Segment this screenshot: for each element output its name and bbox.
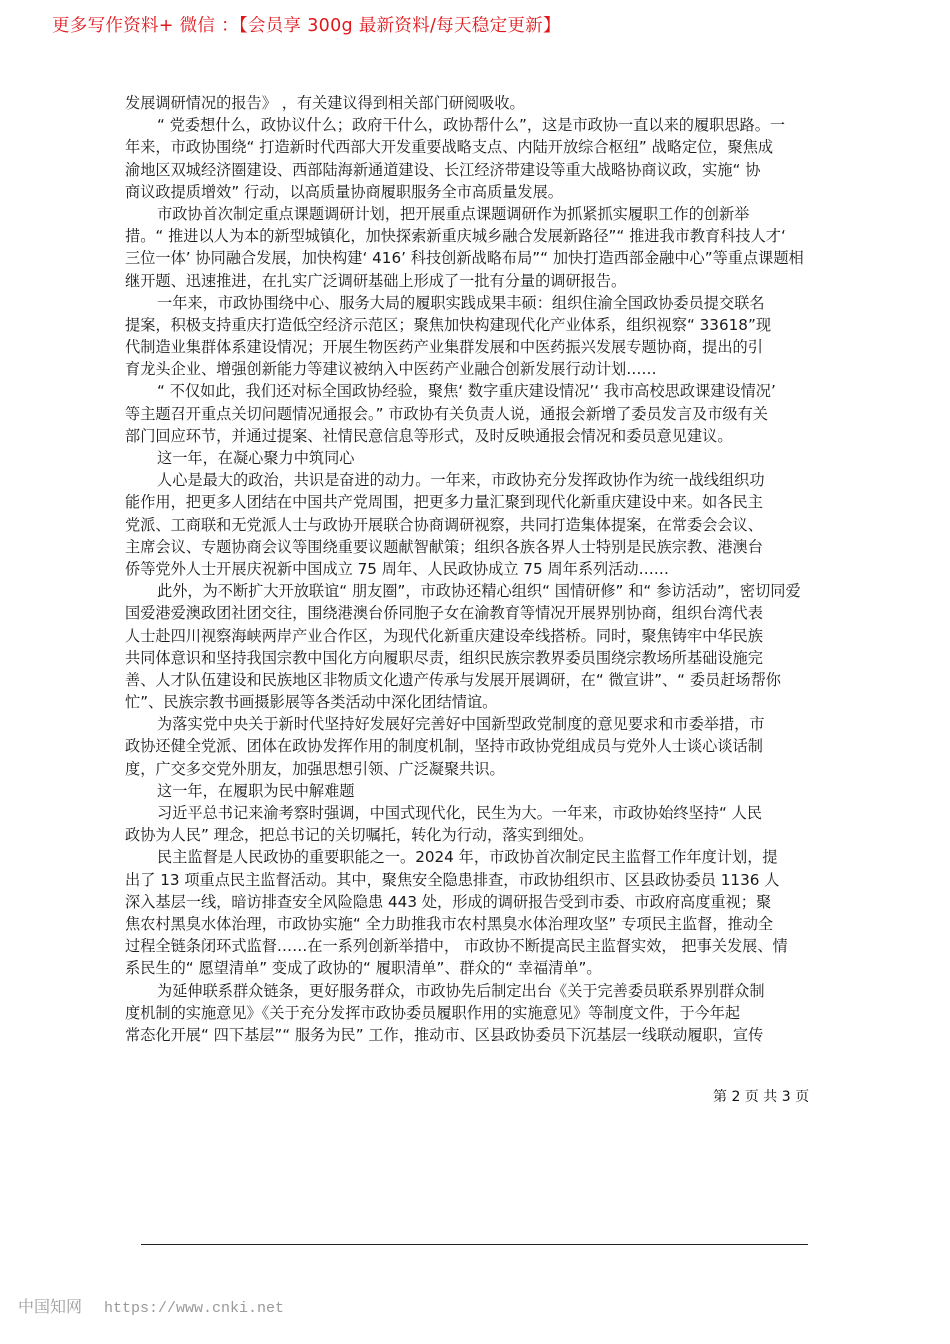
paragraph xyxy=(125,469,825,580)
text-line: 党派、工商联和无党派人士与政协开展联合协商调研视察，共同打造集体提案，在常委会会议、 xyxy=(125,515,763,534)
text-line: 代制造业集群体系建设情况；开展生物医药产业集群发展和中医药振兴发展专题协商，提出的引 xyxy=(125,338,763,357)
text-line: 人心是最大的政治，共识是奋进的动力。一年来，市政协充分发挥政协作为统一战线组织功 xyxy=(157,471,765,490)
text-line: 此外，为不断扩大开放联谊“ 朋友圈”，市政协还精心组织“ 国情研修” 和“ 参访活动”，密切同爱 xyxy=(157,582,801,601)
text-line: 育龙头企业、增强创新能力等建议被纳入中医药产业融合创新发展行动计划…… xyxy=(125,360,657,379)
text-line: 民主监督是人民政协的重要职能之一。2024 年，市政协首次制定民主监督工作年度计划，提 xyxy=(157,848,778,867)
text-line: 年来，市政协围绕“ 打造新时代西部大开发重要战略支点、内陆开放综合枢纽” 战略定位，聚焦成 xyxy=(125,138,774,157)
text-line: 发展调研情况的报告》 ，有关建议得到相关部门研阅吸收。 xyxy=(125,94,525,112)
paragraph xyxy=(125,713,825,780)
text-line: 这一年，在凝心聚力中筑同心 xyxy=(157,449,355,467)
text-line: 系民生的“ 愿望清单” 变成了政协的“ 履职清单”、群众的“ 幸福清单”。 xyxy=(125,959,602,978)
text-line: 度，广交多交党外朋友，加强思想引领、广泛凝聚共识。 xyxy=(125,759,505,778)
text-line: 部门回应环节，并通过提案、社情民意信息等形式，及时反映通报会情况和委员意见建议。 xyxy=(125,426,733,445)
text-line: 为落实党中央关于新时代坚持好发展好完善好中国新型政党制度的意见要求和市委举措，市 xyxy=(157,715,765,734)
paragraph xyxy=(125,580,825,713)
text-line: 三位一体’ 协同融合发展，加快构建‘ 416’ 科技创新战略布局”“ 加快打造西部金融中心”等重点课题相 xyxy=(125,249,804,268)
footer-divider xyxy=(141,1244,808,1245)
text-line: 这一年，在履职为民中解难题 xyxy=(157,781,355,800)
text-line: 商议政提质增效” 行动，以高质量协商履职服务全市高质量发展。 xyxy=(125,182,563,201)
paragraph xyxy=(125,114,825,203)
text-line: 政协为人民” 理念，把总书记的关切嘱托，转化为行动，落实到细处。 xyxy=(125,826,594,845)
paragraph xyxy=(125,802,825,846)
text-line: 能作用，把更多人团结在中国共产党周围，把更多力量汇聚到现代化新重庆建设中来。如各民主 xyxy=(125,493,763,512)
cnki-logo-text: 中国知网 xyxy=(18,1297,83,1316)
text-line: 政协还健全党派、团体在政协发挥作用的制度机制，坚持市政协党组成员与党外人士谈心谈话制 xyxy=(125,737,763,756)
text-line: 人士赴四川视察海峡两岸产业合作区，为现代化新重庆建设牵线搭桥。同时，聚焦铸牢中华民族 xyxy=(125,626,763,645)
cnki-watermark xyxy=(18,1294,284,1317)
text-line: 主席会议、专题协商会议等围绕重要议题献智献策；组织各族各界人士特别是民族宗教、港澳台 xyxy=(125,537,763,556)
paragraph xyxy=(125,846,825,979)
page-number: 第 2 页 共 3 页 xyxy=(713,1089,810,1105)
text-line: 善、人才队伍建设和民族地区非物质文化遗产传承与发展开展调研，在“ 微宣讲”、“ 委员赶场帮你 xyxy=(125,670,781,689)
text-line: 常态化开展“ 四下基层”“ 服务为民” 工作，推动市、区县政协委员下沉基层一线联动履职，宣传 xyxy=(125,1025,764,1044)
text-line: 忙”、民族宗教书画摄影展等各类活动中深化团结情谊。 xyxy=(125,693,498,712)
text-line: “ 党委想什么，政协议什么；政府干什么，政协帮什么”，这是市政协一直以来的履职思路。一 xyxy=(157,116,786,135)
text-line: 一年来，市政协围绕中心、服务大局的履职实践成果丰硕：组织住渝全国政协委员提交联名 xyxy=(157,293,765,312)
text-line: 习近平总书记来渝考察时强调，中国式现代化，民生为大。一年来，市政协始终坚持“ 人民 xyxy=(157,804,763,822)
text-line: 继开题、迅速推进，在扎实广泛调研基础上形成了一批有分量的调研报告。 xyxy=(125,271,627,290)
text-line: 等主题召开重点关切问题情况通报会。” 市政协有关负责人说，通报会新增了委员发言及市级有关 xyxy=(125,404,768,423)
text-line: 措。“ 推进以人为本的新型城镇化，加快探索新重庆城乡融合发展新路径”“ 推进我市教育科技人才‘ xyxy=(125,227,786,246)
text-line: 渝地区双城经济圈建设、西部陆海新通道建设、长江经济带建设等重大战略协商议政，实施“ 协 xyxy=(125,160,761,179)
text-line: 过程全链条闭环式监督……在一系列创新举措中， 市政协不断提高民主监督实效， 把事关发展、情 xyxy=(125,937,788,956)
paragraph xyxy=(125,447,825,469)
paragraph xyxy=(125,292,825,381)
text-line: 为延伸联系群众链条，更好服务群众，市政协先后制定出台《关于完善委员联系界别群众制 xyxy=(157,981,765,1000)
promo-banner: 更多写作资料+ 微信 ：【会员享 300g 最新资料/每天稳定更新】 xyxy=(52,16,561,36)
paragraph xyxy=(125,203,825,292)
text-line: “ 不仅如此，我们还对标全国政协经验，聚焦‘ 数字重庆建设情况’‘ 我市高校思政课建设情况’ xyxy=(157,382,776,401)
text-line: 焦农村黑臭水体治理，市政协实施“ 全力助推我市农村黑臭水体治理攻坚” 专项民主监督，推动全 xyxy=(125,914,774,933)
text-line: 市政协首次制定重点课题调研计划，把开展重点课题调研作为抓紧抓实履职工作的创新举 xyxy=(157,204,750,223)
text-line: 出了 13 项重点民主监督活动。其中，聚焦安全隐患排查，市政协组织市、区县政协委员 1136 人 xyxy=(125,870,780,889)
text-line: 深入基层一线，暗访排查安全风险隐患 443 处，形成的调研报告受到市委、市政府高度重视；聚 xyxy=(125,892,772,911)
text-line: 提案，积极支持重庆打造低空经济示范区；聚焦加快构建现代化产业体系，组织视察“ 33618”现 xyxy=(125,315,772,334)
cnki-url[interactable]: https://www.cnki.net xyxy=(104,1300,285,1317)
paragraph xyxy=(125,980,825,1047)
text-line: 侨等党外人士开展庆祝新中国成立 75 周年、人民政协成立 75 周年系列活动…… xyxy=(125,559,669,578)
paragraph xyxy=(125,780,825,802)
paragraph xyxy=(125,92,825,114)
text-line: 共同体意识和坚持我国宗教中国化方向履职尽责，组织民族宗教界委员围绕宗教场所基础设施完 xyxy=(125,648,763,667)
paragraph xyxy=(125,380,825,447)
article-body xyxy=(125,92,825,1046)
text-line: 度机制的实施意见》《关于充分发挥市政协委员履职作用的实施意见》等制度文件，于今年起 xyxy=(125,1003,741,1022)
text-line: 国爱港爱澳政团社团交往，围绕港澳台侨同胞子女在渝教育等情况开展界别协商，组织台湾代表 xyxy=(125,604,763,623)
